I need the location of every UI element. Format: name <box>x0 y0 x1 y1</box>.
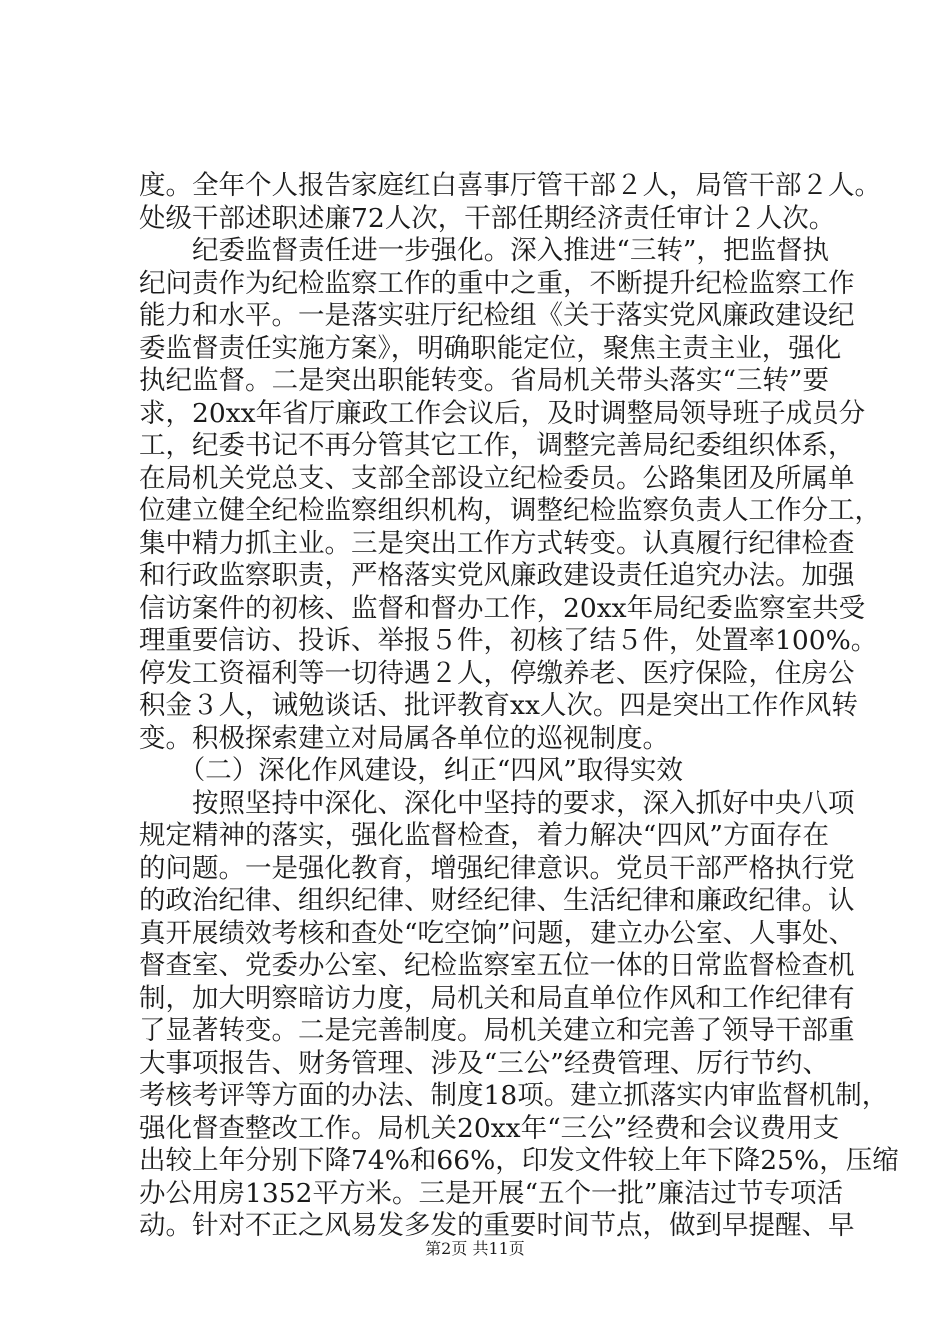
text-line: 了显著转变。二是完善制度。局机关建立和完善了领导干部重 <box>139 1015 855 1046</box>
text-line: 考核考评等方面的办法、制度18项。建立抓落实内审监督机制， <box>139 1080 889 1111</box>
text-line: 真开展绩效考核和查处“吃空饷”问题，建立办公室、人事处、 <box>139 917 856 949</box>
text-line: 度。全年个人报告家庭红白喜事厅管干部２人，局管干部２人。 <box>139 170 881 201</box>
text-line: 位建立健全纪检监察组织机构，调整纪检监察负责人工作分工， <box>139 495 881 526</box>
text-line: 委监督责任实施方案》，明确职能定位，聚焦主责主业，强化 <box>139 332 842 364</box>
text-line: 纪委监督责任进一步强化。深入推进“三转”，把监督执 <box>139 235 829 266</box>
text-line: 处级干部述职述廉72人次，干部任期经济责任审计２人次。 <box>139 202 836 234</box>
text-line: 执纪监督。二是突出职能转变。省局机关带头落实“三转”要 <box>139 365 829 396</box>
text-line: （二）深化作风建设，纠正“四风”取得实效 <box>139 755 683 786</box>
text-line: 工，纪委书记不再分管其它工作，调整完善局纪委组织体系， <box>139 430 855 461</box>
text-line: 出较上年分别下降74%和66%，印发文件较上年下降25%，压缩 <box>139 1145 899 1176</box>
text-line: 集中精力抓主业。三是突出工作方式转变。认真履行纪律检查 <box>139 527 855 559</box>
text-line: 信访案件的初核、监督和督办工作，20xx年局纪委监察室共受 <box>139 592 866 624</box>
document-body <box>139 170 899 1243</box>
text-line: 理重要信访、投诉、举报５件，初核了结５件，处置率100%。 <box>139 625 878 656</box>
text-line: 按照坚持中深化、深化中坚持的要求，深入抓好中央八项 <box>139 787 855 819</box>
text-line: 的问题。一是强化教育，增强纪律意识。党员干部严格执行党 <box>139 852 855 884</box>
text-line: 的政治纪律、组织纪律、财经纪律、生活纪律和廉政纪律。认 <box>139 885 855 916</box>
text-line: 停发工资福利等一切待遇２人，停缴养老、医疗保险，住房公 <box>139 657 855 689</box>
text-line: 规定精神的落实，强化监督检查，着力解决“四风”方面存在 <box>139 820 829 851</box>
text-line: 大事项报告、财务管理、涉及“三公”经费管理、厉行节约、 <box>139 1047 829 1079</box>
text-line: 积金３人，诫勉谈话、批评教育xx人次。四是突出工作作风转 <box>139 690 858 721</box>
text-line: 纪问责作为纪检监察工作的重中之重，不断提升纪检监察工作 <box>139 267 855 299</box>
text-line: 能力和水平。一是落实驻厅纪检组《关于落实党风廉政建设纪 <box>139 300 855 331</box>
page-footer: 第2页 共11页 <box>425 1239 525 1258</box>
text-line: 制，加大明察暗访力度，局机关和局直单位作风和工作纪律有 <box>139 982 855 1014</box>
text-line: 求，20xx年省厅廉政工作会议后，及时调整局领导班子成员分 <box>139 397 866 429</box>
text-line: 动。针对不正之风易发多发的重要时间节点，做到早提醒、早 <box>139 1210 855 1241</box>
text-line: 和行政监察职责，严格落实党风廉政建设责任追究办法。加强 <box>139 560 855 591</box>
text-line: 变。积极探索建立对局属各单位的巡视制度。 <box>139 722 669 754</box>
text-line: 强化督查整改工作。局机关20xx年“三公”经费和会议费用支 <box>139 1112 840 1144</box>
text-line: 办公用房1352平方米。三是开展“五个一批”廉洁过节专项活 <box>139 1177 844 1209</box>
text-line: 督查室、党委办公室、纪检监察室五位一体的日常监督检查机 <box>139 950 855 981</box>
text-line: 在局机关党总支、支部全部设立纪检委员。公路集团及所属单 <box>139 462 855 494</box>
